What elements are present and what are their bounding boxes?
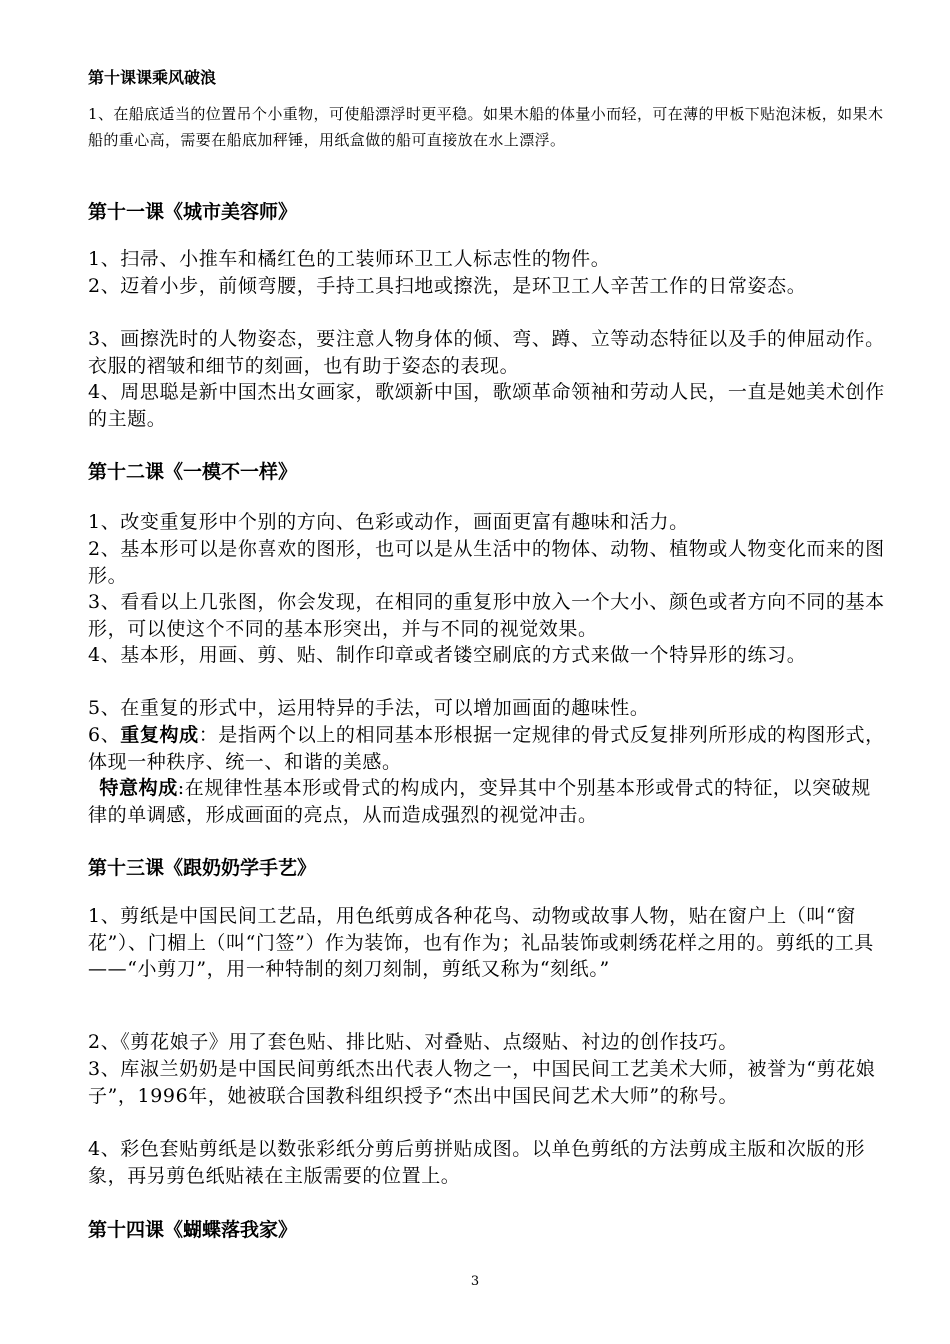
- lesson13-heading: 第十三课《跟奶奶学手艺》: [88, 857, 317, 879]
- lesson12-heading: 第十二课《一模不一样》: [88, 461, 298, 483]
- term-repeat-composition: 重复构成: [120, 724, 199, 746]
- lesson14-heading: 第十四课《蝴蝶落我家》: [88, 1219, 298, 1241]
- lesson11-heading: 第十一课《城市美容师》: [88, 201, 298, 223]
- lesson10-paragraph: 1、在船底适当的位置吊个小重物，可使船漂浮时更平稳。如果木船的体量小而轻，可在薄的甲板下贴泡沫板，如果木船的重心高，需要在船底加秤锤，用纸盒做的船可直接放在水上漂浮。: [88, 105, 884, 149]
- lesson12-item-2: 2、基本形可以是你喜欢的图形，也可以是从生活中的物体、动物、植物或人物变化而来的图形。: [88, 538, 885, 587]
- lesson11-item-4: 4、周思聪是新中国杰出女画家，歌颂新中国，歌颂革命领袖和劳动人民，一直是她美术创作的主题。: [88, 381, 885, 430]
- item6-definition: ：是指两个以上的相同基本形根据一定规律的骨式反复排列所形成的构图形式，体现一种秩序、统一、和谐的美感。: [88, 724, 885, 773]
- lesson11-item-2: 2、迈着小步，前倾弯腰，手持工具扫地或擦洗，是环卫工人辛苦工作的日常姿态。: [88, 275, 807, 297]
- item6-prefix: 6、: [88, 724, 121, 746]
- lesson11-item-1: 1、扫帚、小推车和橘红色的工装师环卫工人标志性的物件。: [88, 248, 611, 270]
- term-special-composition: 特意构成: [99, 777, 178, 799]
- lesson13-item-3: 3、库淑兰奶奶是中国民间剪纸杰出代表人物之一，中国民间工艺美术大师，被誉为“剪花娘子”，1996年，她被联合国教科组织授予“杰出中国民间艺术大师”的称号。: [88, 1058, 876, 1107]
- lesson12-item-4: 4、基本形，用画、剪、贴、制作印章或者镂空刷底的方式来做一个特异形的练习。: [88, 644, 807, 666]
- lesson12-item-1: 1、改变重复形中个别的方向、色彩或动作，画面更富有趣味和活力。: [88, 511, 689, 533]
- lesson13-item-4: 4、彩色套贴剪纸是以数张彩纸分剪后剪拼贴成图。以单色剪纸的方法剪成主版和次版的形象，再另剪色纸贴裱在主版需要的位置上。: [88, 1138, 866, 1187]
- page-number: 3: [470, 1274, 480, 1289]
- lesson13-item-1: 1、剪纸是中国民间工艺品，用色纸剪成各种花鸟、动物或故事人物，贴在窗户上（叫“窗花”）、门楣上（叫“门签”）作为装饰，也有作为；礼品装饰或刺绣花样之用的。剪纸的工具——“小剪刀”，用一种特制的刻刀刻制，剪纸又称为“刻纸。”: [88, 905, 874, 980]
- item7-definition: :在规律性基本形或骨式的构成内，变异其中个别基本形或骨式的特征，以突破规律的单调感，形成画面的亮点，从而造成强烈的视觉冲击。: [88, 777, 871, 826]
- lesson11-item-3: 3、画擦洗时的人物姿态，要注意人物身体的倾、弯、蹲、立等动态特征以及手的伸屈动作。衣服的褶皱和细节的刻画，也有助于姿态的表现。: [88, 328, 885, 377]
- lesson12-item-5: 5、在重复的形式中，运用特异的手法，可以增加画面的趣味性。: [88, 697, 650, 719]
- lesson12-item-6: [88, 722, 888, 775]
- lesson12-item-3: 3、看看以上几张图，你会发现，在相同的重复形中放入一个大小、颜色或者方向不同的基本形，可以使这个不同的基本形突出，并与不同的视觉效果。: [88, 591, 885, 640]
- lesson10-heading: 第十课课乘风破浪: [88, 68, 217, 87]
- lesson13-item-2: 2、《剪花娘子》用了套色贴、排比贴、对叠贴、点缀贴、衬边的创作技巧。: [88, 1031, 738, 1053]
- lesson12-item-7: [88, 775, 888, 828]
